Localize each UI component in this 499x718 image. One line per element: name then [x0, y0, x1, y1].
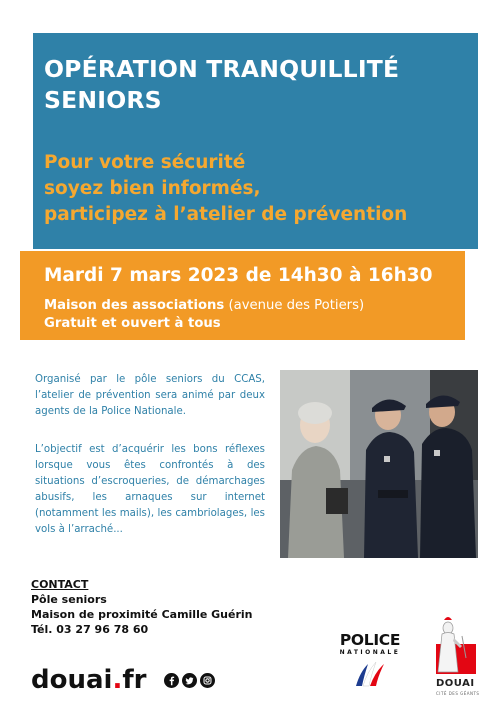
social-icons — [164, 673, 215, 688]
site-name: douai — [31, 665, 113, 695]
site-link[interactable] — [31, 664, 146, 696]
giant-figure-icon — [432, 614, 480, 676]
tricolor-flame-icon — [330, 658, 410, 690]
site-tld: fr — [122, 665, 147, 695]
title-line-2: SENIORS — [44, 86, 162, 114]
photo-illustration — [280, 370, 478, 558]
event-date: Mardi 7 mars 2023 de 14h30 à 16h30 — [44, 265, 433, 286]
contact-title: CONTACT — [31, 578, 89, 591]
contact-line-2: Maison de proximité Camille Guérin — [31, 608, 253, 621]
douai-sub: CITÉ DES GÉANTS — [436, 691, 480, 696]
facebook-icon[interactable] — [164, 673, 179, 688]
subtitle-line-3: participez à l’atelier de prévention — [44, 204, 408, 225]
douai-word: DOUAI — [436, 678, 475, 689]
subtitle-line-2: soyez bien informés, — [44, 178, 261, 199]
subtitle-line-1: Pour votre sécurité — [44, 152, 246, 173]
site-dot: . — [112, 665, 123, 695]
subtitle — [44, 150, 474, 228]
twitter-icon[interactable] — [182, 673, 197, 688]
paragraph-objective: L’objectif est d’acquérir les bons réflexes lorsque vous êtes confrontés à des situations d’escroqueries, de démarchages abusifs, les arnaques sur internet (notamment les mails), les cambriolages, les vols à l’arraché... — [35, 444, 265, 535]
instagram-icon[interactable] — [200, 673, 215, 688]
police-nationale-logo — [330, 632, 410, 694]
paragraph-intro: Organisé par le pôle seniors du CCAS, l’atelier de prévention sera animé par deux agents de la Police Nationale. — [35, 374, 265, 417]
event-price: Gratuit et ouvert à tous — [44, 316, 221, 331]
contact-phone: Tél. 03 27 96 78 60 — [31, 623, 149, 636]
title-line-1: OPÉRATION TRANQUILLITÉ — [44, 55, 400, 83]
police-seniors-photo — [280, 370, 478, 558]
contact-line-1: Pôle seniors — [31, 593, 107, 606]
contact-block — [31, 577, 252, 637]
event-venue — [44, 297, 364, 315]
venue-name: Maison des associations — [44, 298, 225, 313]
page-title — [44, 54, 474, 116]
police-sub: NATIONALE — [339, 649, 401, 656]
police-word: POLICE — [339, 631, 401, 649]
venue-detail: (avenue des Potiers) — [224, 298, 365, 313]
douai-city-logo — [432, 614, 480, 704]
